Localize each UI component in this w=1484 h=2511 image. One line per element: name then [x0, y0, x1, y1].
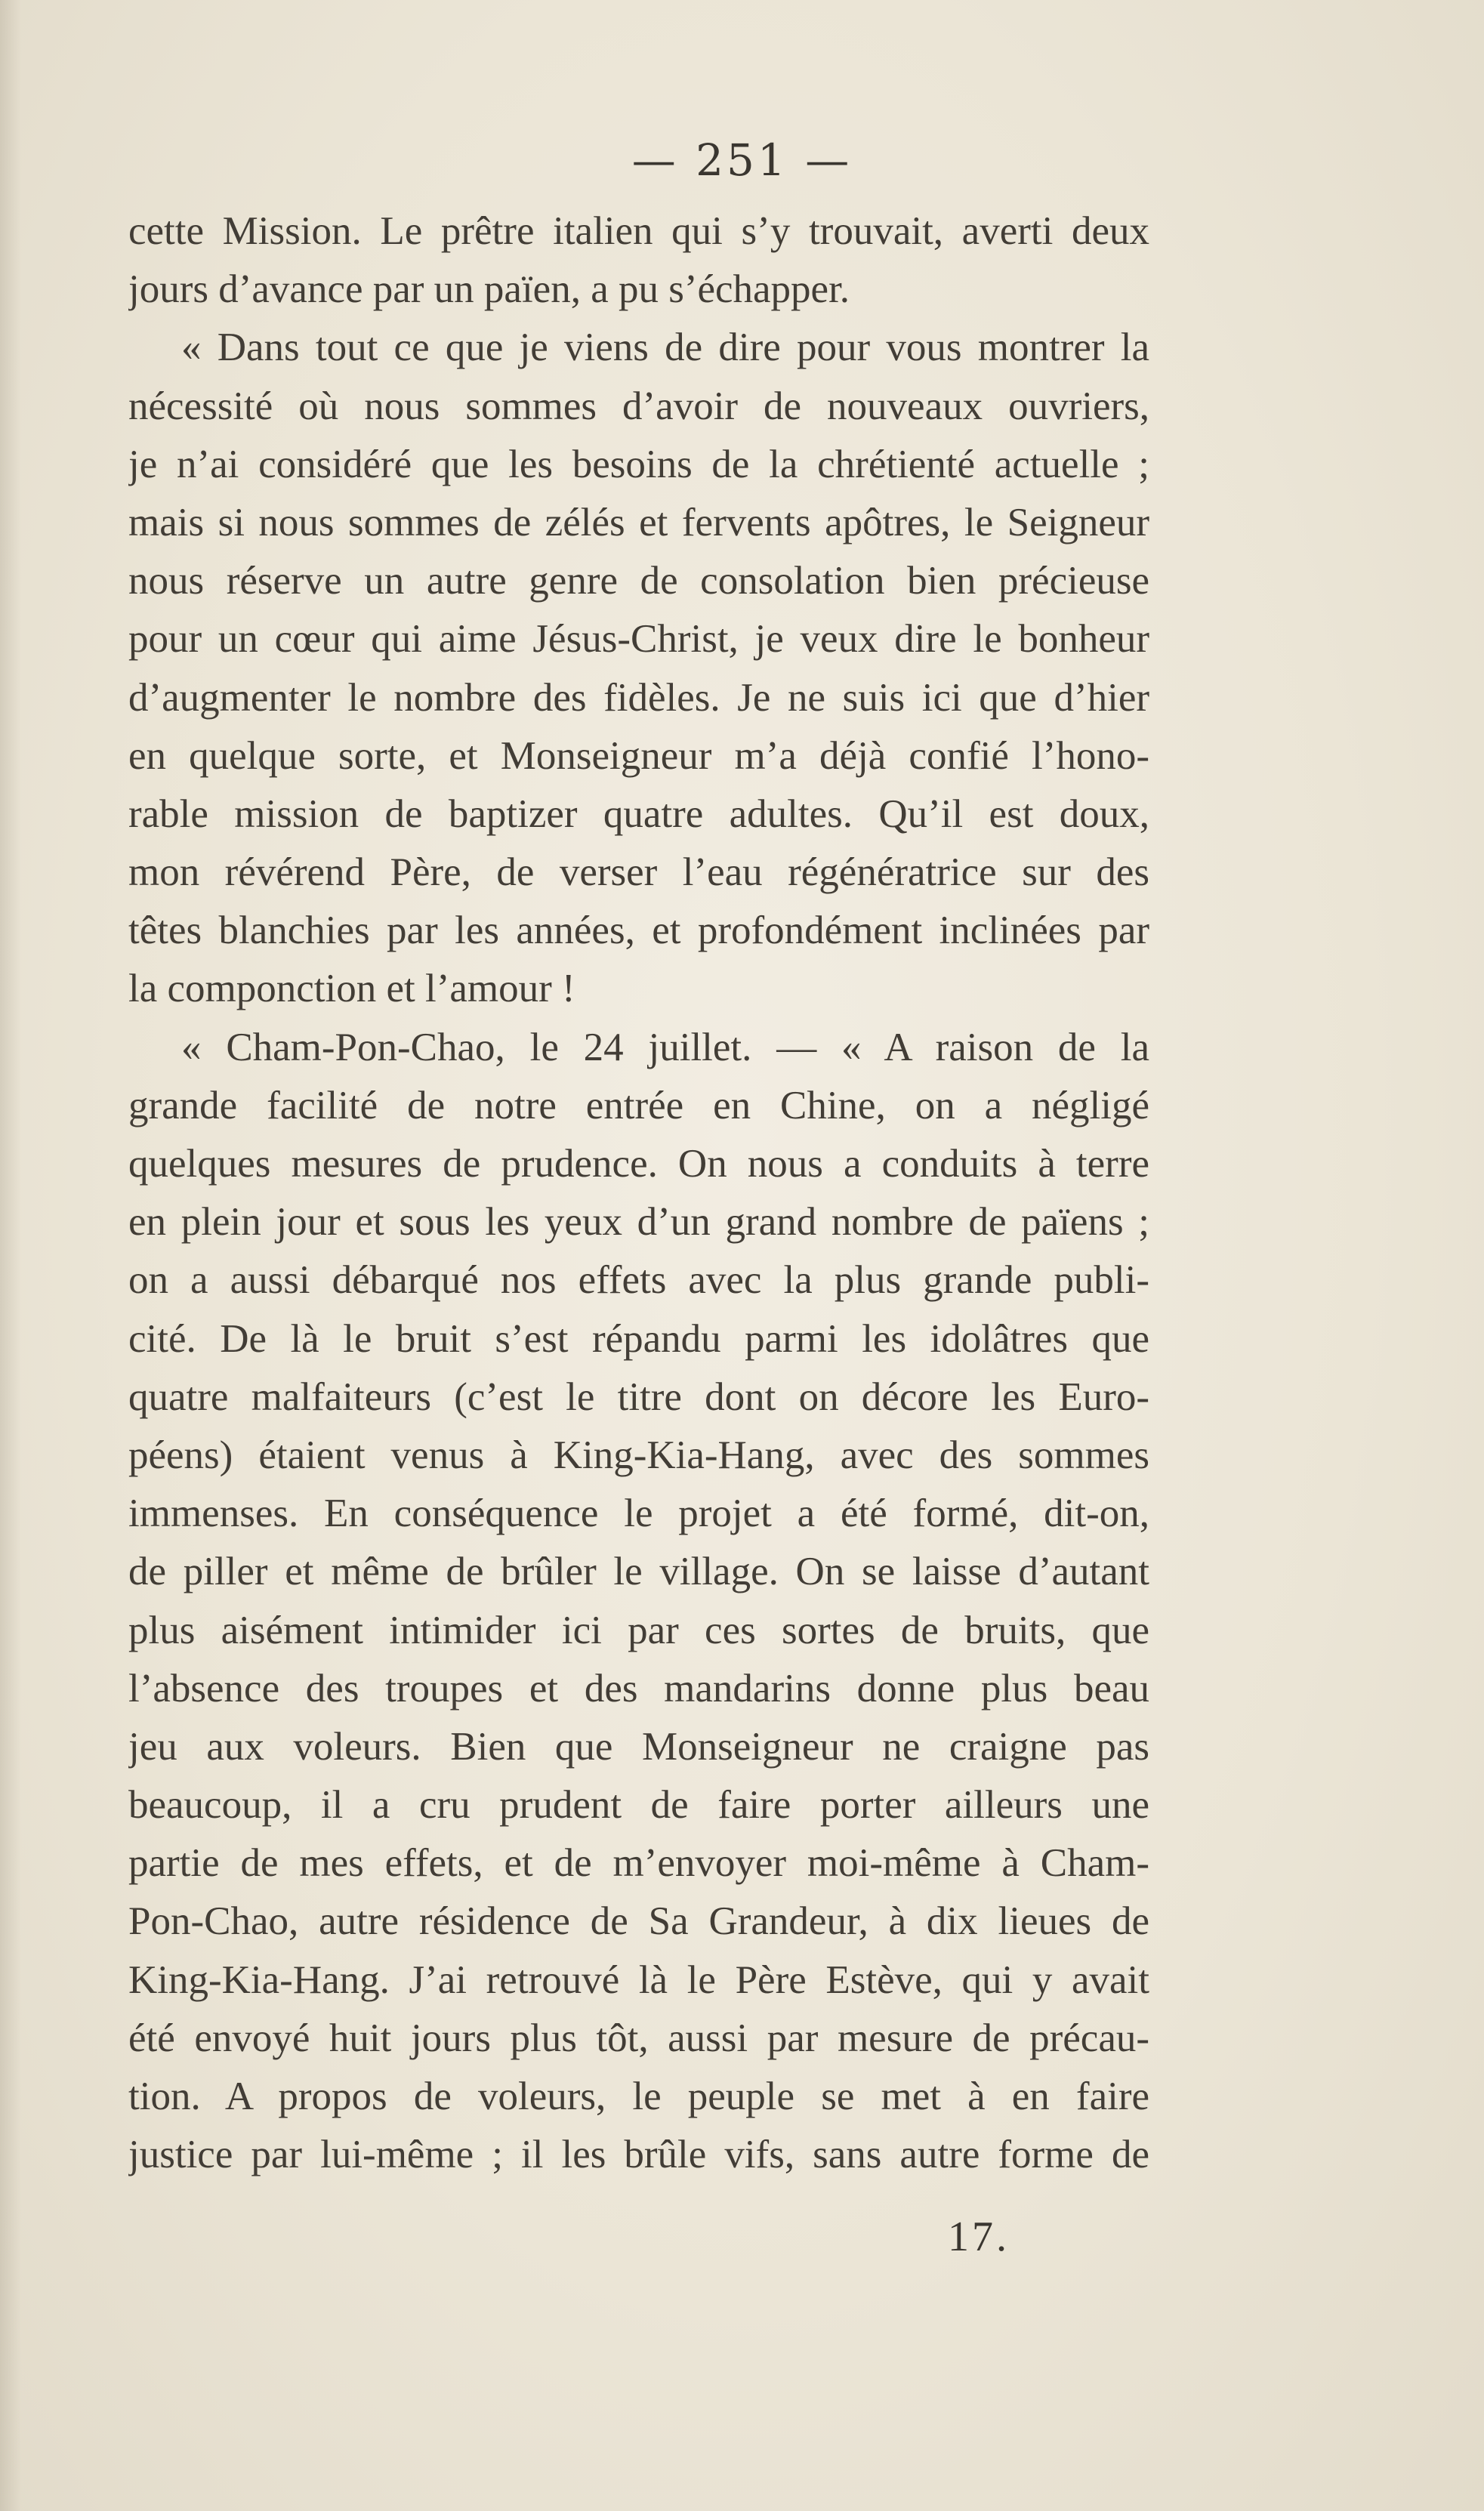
text-line: cité. De là le bruit s’est répandu parmi les idolâtres que — [128, 1316, 1149, 1361]
text-line: de piller et même de brûler le village. On se laisse d’autant — [128, 1550, 1149, 1594]
text-line: d’augmenter le nombre des fidèles. Je ne suis ici que d’hier — [128, 675, 1149, 720]
text-line: la componction et l’amour ! — [128, 967, 575, 1011]
text-line: je n’ai considéré que les besoins de la chrétienté actuelle ; — [128, 442, 1149, 486]
text-line: Pon-Chao, autre résidence de Sa Grandeur, à dix lieues de — [128, 1899, 1149, 1944]
text-line: en plein jour et sous les yeux d’un grand nombre de païens ; — [128, 1200, 1149, 1245]
text-line: quelques mesures de prudence. On nous a conduits à terre — [128, 1142, 1149, 1186]
text-line: grande facilité de notre entrée en Chine, on a négligé — [128, 1083, 1149, 1127]
text-line: têtes blanchies par les années, et profondément inclinées par — [128, 908, 1149, 953]
text-line: « Cham-Pon-Chao, le 24 juillet. — « A raison de la — [181, 1025, 1149, 1069]
text-line: cette Mission. Le prêtre italien qui s’y trouvait, averti deux — [128, 209, 1149, 253]
text-line: jeu aux voleurs. Bien que Monseigneur ne craigne pas — [128, 1724, 1149, 1769]
signature-mark: 17. — [948, 2213, 1010, 2260]
text-line: partie de mes effets, et de m’envoyer moi-même à Cham- — [128, 1841, 1149, 1886]
text-line: nous réserve un autre genre de consolation bien précieuse — [128, 559, 1149, 603]
page-gutter-shadow — [0, 0, 21, 2511]
page-number-header: — 251 — — [631, 134, 853, 186]
text-line: péens) étaient venus à King-Kia-Hang, avec des sommes — [128, 1433, 1149, 1477]
body-text — [128, 202, 1149, 2184]
text-line: « Dans tout ce que je viens de dire pour vous montrer la — [181, 325, 1149, 370]
text-line: plus aisément intimider ici par ces sortes de bruits, que — [128, 1608, 1149, 1652]
text-line: été envoyé huit jours plus tôt, aussi par mesure de précau- — [128, 2016, 1149, 2060]
text-line: l’absence des troupes et des mandarins donne plus beau — [128, 1666, 1149, 1711]
text-line: rable mission de baptizer quatre adultes. Qu’il est doux, — [128, 791, 1149, 836]
text-line: pour un cœur qui aime Jésus-Christ, je veux dire le bonheur — [128, 617, 1149, 662]
text-line: beaucoup, il a cru prudent de faire porter ailleurs une — [128, 1783, 1149, 1828]
text-line: on a aussi débarqué nos effets avec la plus grande publi- — [128, 1258, 1149, 1303]
text-line: mon révérend Père, de verser l’eau régénératrice sur des — [128, 850, 1149, 895]
text-line: mais si nous sommes de zélés et fervents apôtres, le Seigneur — [128, 500, 1149, 544]
text-line: King-Kia-Hang. J’ai retrouvé là le Père Estève, qui y avait — [128, 1957, 1149, 2002]
text-line: jours d’avance par un païen, a pu s’échapper. — [128, 267, 850, 312]
text-line: nécessité où nous sommes d’avoir de nouveaux ouvriers, — [128, 384, 1149, 428]
text-line: tion. A propos de voleurs, le peuple se met à en faire — [128, 2075, 1149, 2118]
text-line: justice par lui-même ; il les brûle vifs, sans autre forme de — [128, 2133, 1149, 2177]
text-line: immenses. En conséquence le projet a été formé, dit-on, — [128, 1491, 1149, 1536]
text-line: en quelque sorte, et Monseigneur m’a déjà confié l’hono- — [128, 733, 1149, 778]
text-line: quatre malfaiteurs (c’est le titre dont on décore les Euro- — [128, 1374, 1149, 1419]
